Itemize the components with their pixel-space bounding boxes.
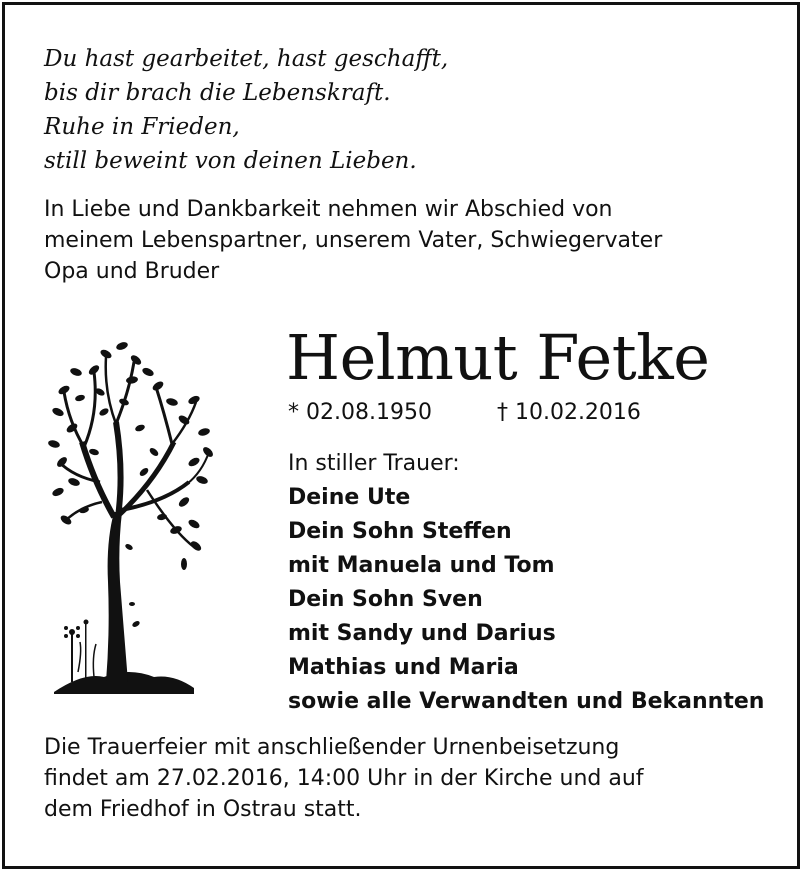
poem-line: Ruhe in Frieden,	[44, 114, 240, 140]
mourner-name: mit Sandy und Darius	[288, 621, 556, 646]
poem-line: still beweint von deinen Lieben.	[44, 148, 417, 174]
intro-line: Opa und Bruder	[44, 259, 220, 284]
mourner-name: sowie alle Verwandten und Bekannten	[288, 689, 765, 714]
poem-line: Du hast gearbeitet, hast geschafft,	[44, 46, 449, 72]
tree-icon	[44, 332, 214, 704]
life-dates	[288, 398, 641, 428]
mourner-name: Dein Sohn Sven	[288, 587, 483, 612]
mourners-list	[288, 447, 764, 719]
service-line: Die Trauerfeier mit anschließender Urnenbeisetzung	[44, 735, 620, 760]
service-info	[44, 732, 764, 825]
mourners-heading: In stiller Trauer:	[288, 451, 460, 476]
poem	[44, 42, 448, 178]
mourner-name: Dein Sohn Steffen	[288, 519, 512, 544]
mourner-name: mit Manuela und Tom	[288, 553, 555, 578]
service-line: dem Friedhof in Ostrau statt.	[44, 797, 362, 822]
mourner-name: Mathias und Maria	[288, 655, 519, 680]
intro-text	[44, 194, 764, 287]
intro-line: meinem Lebenspartner, unserem Vater, Schwiegervater	[44, 228, 663, 253]
death-date: † 10.02.2016	[496, 400, 641, 425]
deceased-name: Helmut Fetke	[286, 321, 710, 394]
mourner-name: Deine Ute	[288, 485, 411, 510]
service-line: findet am 27.02.2016, 14:00 Uhr in der Kirche und auf	[44, 766, 644, 791]
intro-line: In Liebe und Dankbarkeit nehmen wir Abschied von	[44, 197, 613, 222]
birth-date: * 02.08.1950	[288, 400, 432, 425]
poem-line: bis dir brach die Lebenskraft.	[44, 80, 391, 106]
